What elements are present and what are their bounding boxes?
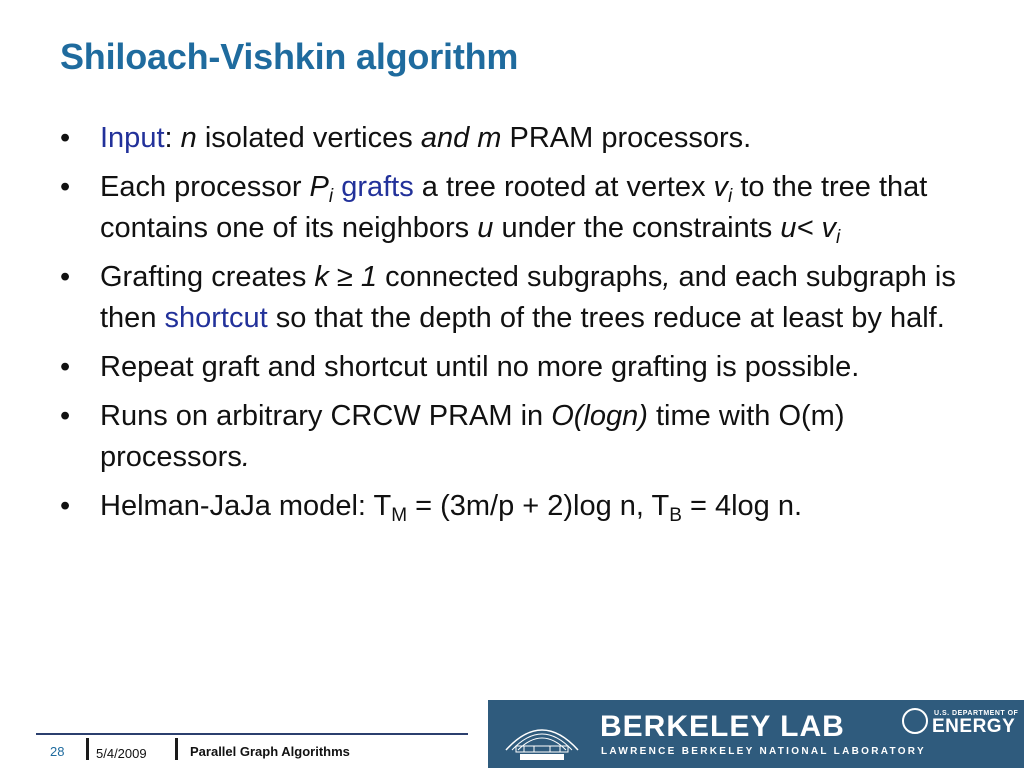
lab-subtitle: LAWRENCE BERKELEY NATIONAL LABORATORY [601, 746, 926, 757]
slide-title: Shiloach-Vishkin algorithm [60, 36, 519, 77]
bullet-input: • Input: n isolated vertices and m PRAM processors. [60, 118, 960, 159]
slide-date: 5/4/2009 [96, 746, 147, 761]
berkeley-lab-logo-icon [500, 706, 584, 762]
bullet-repeat: • Repeat graft and shortcut until no more grafting is possible. [60, 347, 960, 388]
doe-department: U.S. DEPARTMENT OF [934, 710, 1019, 717]
footer-separator [86, 738, 89, 760]
doe-energy: ENERGY [932, 716, 1016, 737]
lab-name: BERKELEY LAB [600, 710, 845, 743]
course-title: Parallel Graph Algorithms [190, 744, 350, 759]
bullet-complexity: • Runs on arbitrary CRCW PRAM in O(logn) time with O(m) processors. [60, 396, 960, 478]
input-term: Input [100, 122, 165, 154]
bullet-helman-jaja: • Helman-JaJa model: $T_M = (3m/p + 2)\log$ n, $T_B = 4\log$ n. [60, 486, 960, 527]
footer-divider [36, 733, 468, 735]
berkeley-lab-banner [488, 700, 1024, 768]
doe-seal-icon [902, 708, 928, 734]
bullet-list [60, 118, 960, 535]
footer-separator [175, 738, 178, 760]
bullet-subgraphs: • Grafting creates k ≥ 1 connected subgraphs, and each subgraph is then shortcut so that the depth of the trees reduce at least by half. [60, 257, 960, 339]
page-number: 28 [50, 744, 65, 759]
bullet-grafting-rule: • Each processor $P_i$ grafts a tree rooted at vertex $v_i$ to the tree that contains one of its neighbors u under the constraints $u< v_i$ [60, 167, 960, 249]
shortcut-term: shortcut [164, 302, 268, 334]
grafts-term: grafts [341, 171, 414, 203]
